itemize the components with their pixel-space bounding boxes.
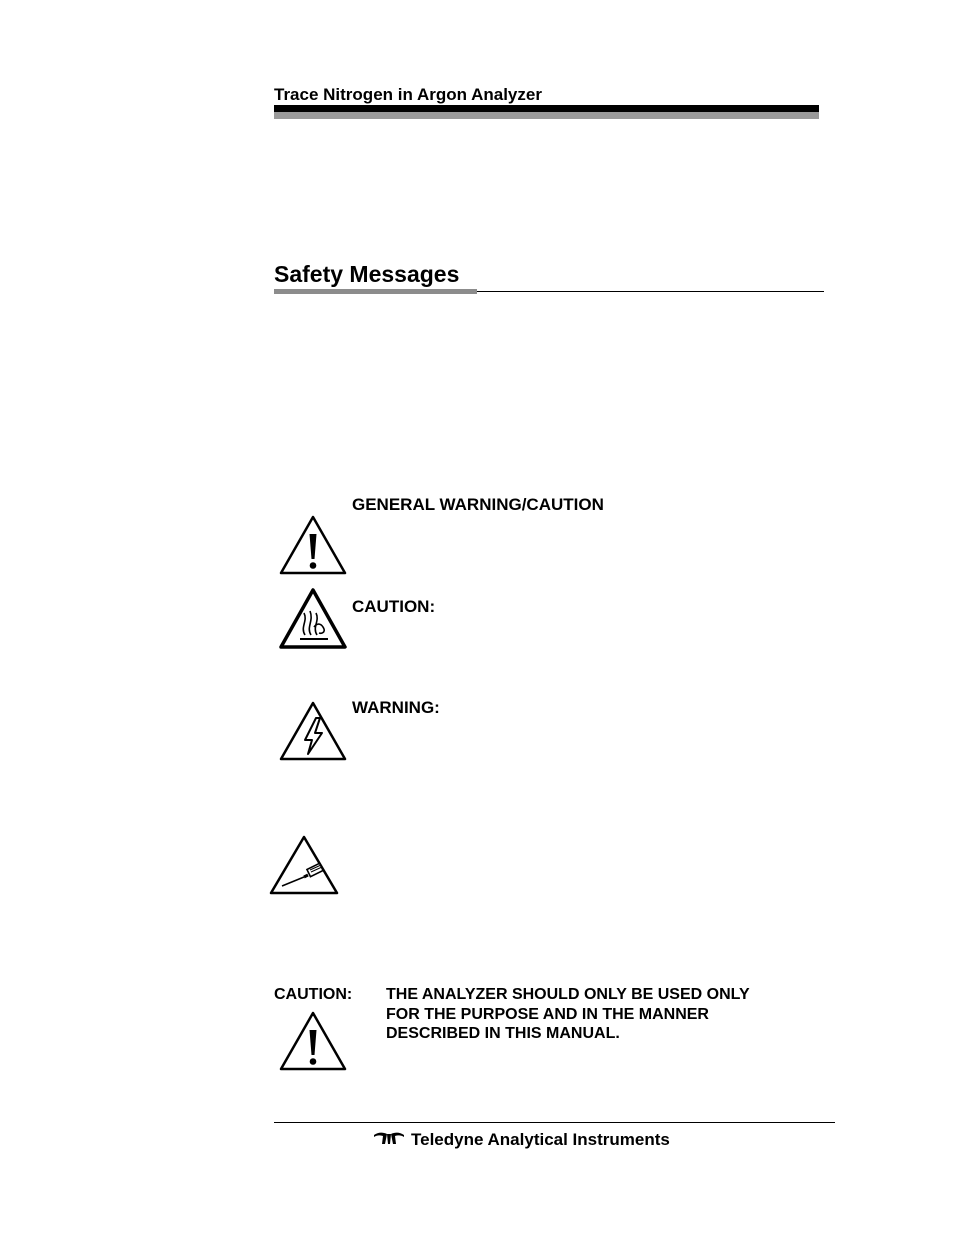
- section-title: Safety Messages: [274, 261, 460, 287]
- hot-surface-caution-icon: [278, 587, 348, 651]
- caution-block-label: CAUTION:: [274, 986, 353, 1003]
- caution-line: THE ANALYZER SHOULD ONLY BE USED ONLY: [386, 986, 750, 1003]
- footer-company-name: Teledyne Analytical Instruments: [411, 1130, 670, 1149]
- document-header-title: Trace Nitrogen in Argon Analyzer: [274, 85, 542, 104]
- caution-block-text: [386, 985, 806, 1044]
- caution-label: CAUTION:: [352, 597, 436, 616]
- teledyne-logo-icon: [373, 1131, 405, 1150]
- technician-screwdriver-icon: [268, 834, 340, 896]
- caution-exclamation-icon: [278, 1010, 348, 1072]
- header-rule-gray: [274, 112, 819, 119]
- caution-line: FOR THE PURPOSE AND IN THE MANNER: [386, 1005, 709, 1023]
- footer-brand: [373, 1129, 670, 1151]
- section-underline-thick: [274, 289, 477, 294]
- section-underline-thin: [477, 291, 824, 292]
- caution-line: DESCRIBED IN THIS MANUAL.: [386, 1025, 620, 1042]
- warning-label: WARNING:: [352, 698, 440, 717]
- exclamation-warning-icon: [278, 514, 348, 576]
- general-warning-label: GENERAL WARNING/CAUTION: [352, 495, 604, 514]
- header-rule-black: [274, 105, 819, 112]
- electrical-shock-warning-icon: [278, 700, 348, 762]
- footer-rule: [274, 1122, 835, 1123]
